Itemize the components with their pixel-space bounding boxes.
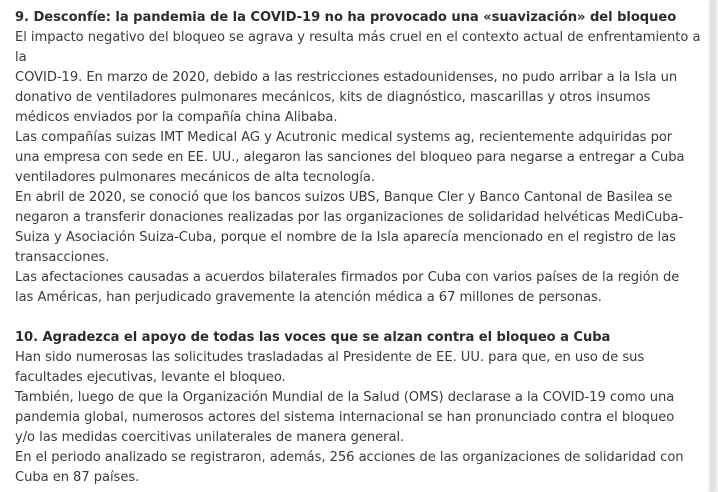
paragraph-line: En el periodo analizado se registraron, además, 256 acciones de las organizaciones de solidaridad con: [15, 450, 684, 465]
scrollbar-thumb[interactable]: [710, 0, 716, 492]
vertical-scrollbar[interactable]: [708, 0, 718, 492]
paragraph-line: las Américas, han perjudicado gravemente la atención médica a 67 millones de personas.: [15, 290, 602, 305]
article-body: [15, 8, 705, 488]
paragraph-line: una empresa con sede en EE. UU., alegaron las sanciones del bloqueo para negarse a entregar a Cuba: [15, 150, 685, 165]
paragraph-line: negaron a transferir donaciones realizadas por las organizaciones de solidaridad helvéticas MediCuba-: [15, 210, 684, 225]
paragraph-line: médicos enviados por la compañía china Alibaba.: [15, 110, 338, 125]
paragraph-line: En abril de 2020, se conoció que los bancos suizos UBS, Banque Cler y Banco Cantonal de Basilea se: [15, 190, 673, 205]
section-spacer: [15, 308, 705, 328]
paragraph-line: pandemia global, numerosos actores del sistema internacional se han pronunciado contra el bloqueo: [15, 410, 675, 425]
section-10-heading: 10. Agradezca el apoyo de todas las voces que se alzan contra el bloqueo a Cuba: [15, 330, 611, 345]
paragraph-line: El impacto negativo del bloqueo se agrava y resulta más cruel en el contexto actual de enfrentamiento a: [15, 30, 701, 45]
paragraph-line: Las afectaciones causadas a acuerdos bilaterales firmados por Cuba con varios países de la región de: [15, 270, 680, 285]
paragraph-line: facultades ejecutivas, levante el bloqueo.: [15, 370, 286, 385]
paragraph-line: Cuba en 87 países.: [15, 470, 140, 485]
section-9-heading: 9. Desconfíe: la pandemia de la COVID-19 no ha provocado una «suavización» del bloqueo: [15, 10, 677, 25]
paragraph-line: ventiladores pulmonares mecánicos de alta tecnología.: [15, 170, 375, 185]
paragraph-line: la: [15, 50, 27, 65]
paragraph-line: COVID-19. En marzo de 2020, debido a las restricciones estadounidenses, no pudo arribar a la Isla un: [15, 70, 678, 85]
paragraph-line: donativo de ventiladores pulmonares mecánicos, kits de diagnóstico, mascarillas y otros insumos: [15, 90, 651, 105]
paragraph-line: transacciones.: [15, 250, 110, 265]
paragraph-line: Han sido numerosas las solicitudes trasladadas al Presidente de EE. UU. para que, en uso de sus: [15, 350, 645, 365]
paragraph-line: También, luego de que la Organización Mundial de la Salud (OMS) declarase a la COVID-19 como una: [15, 390, 675, 405]
paragraph-line: Suiza y Asociación Suiza-Cuba, porque el nombre de la Isla aparecía mencionado en el registro de las: [15, 230, 676, 245]
paragraph-line: y/o las medidas coercitivas unilaterales de manera general.: [15, 430, 405, 445]
paragraph-line: Las compañías suizas IMT Medical AG y Acutronic medical systems ag, recientemente adquiridas por: [15, 130, 673, 145]
